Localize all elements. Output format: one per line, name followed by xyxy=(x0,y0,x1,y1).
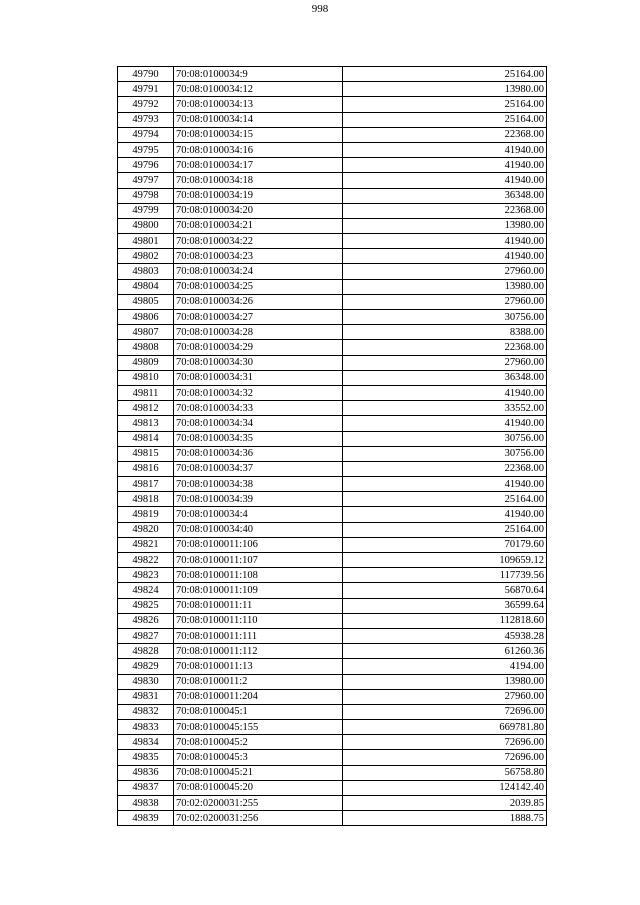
table-row xyxy=(118,279,547,294)
value-cell: 36599.64 xyxy=(343,598,547,613)
row-number-cell: 49803 xyxy=(118,264,174,279)
table-row xyxy=(118,218,547,233)
table-row xyxy=(118,780,547,795)
page-number: 998 xyxy=(311,3,329,15)
table-row xyxy=(118,82,547,97)
cadastral-number-cell: 70:08:0100034:35 xyxy=(174,431,343,446)
cadastral-number-cell: 70:08:0100034:9 xyxy=(174,67,343,82)
cadastral-number-cell: 70:08:0100011:112 xyxy=(174,644,343,659)
row-number-cell: 49791 xyxy=(118,82,174,97)
value-cell: 22368.00 xyxy=(343,203,547,218)
table-row xyxy=(118,112,547,127)
cadastral-number-cell: 70:08:0100011:109 xyxy=(174,583,343,598)
cadastral-number-cell: 70:08:0100034:14 xyxy=(174,112,343,127)
table-row xyxy=(118,674,547,689)
cadastral-number-cell: 70:02:0200031:255 xyxy=(174,796,343,811)
table-row xyxy=(118,234,547,249)
table-row xyxy=(118,765,547,780)
row-number-cell: 49818 xyxy=(118,492,174,507)
table-row xyxy=(118,340,547,355)
table-row xyxy=(118,203,547,218)
row-number-cell: 49822 xyxy=(118,553,174,568)
cadastral-number-cell: 70:08:0100034:33 xyxy=(174,401,343,416)
value-cell: 25164.00 xyxy=(343,97,547,112)
cadastral-number-cell: 70:08:0100034:36 xyxy=(174,446,343,461)
table-row xyxy=(118,811,547,826)
table-row xyxy=(118,750,547,765)
cadastral-number-cell: 70:08:0100011:2 xyxy=(174,674,343,689)
value-cell: 27960.00 xyxy=(343,355,547,370)
value-cell: 27960.00 xyxy=(343,264,547,279)
value-cell: 2039.85 xyxy=(343,796,547,811)
registry-table-body xyxy=(118,67,547,826)
value-cell: 72696.00 xyxy=(343,750,547,765)
value-cell: 27960.00 xyxy=(343,689,547,704)
table-row xyxy=(118,97,547,112)
value-cell: 112818.60 xyxy=(343,613,547,628)
table-row xyxy=(118,477,547,492)
row-number-cell: 49812 xyxy=(118,401,174,416)
row-number-cell: 49815 xyxy=(118,446,174,461)
value-cell: 22368.00 xyxy=(343,340,547,355)
cadastral-number-cell: 70:08:0100034:26 xyxy=(174,294,343,309)
cadastral-number-cell: 70:08:0100034:32 xyxy=(174,385,343,400)
value-cell: 30756.00 xyxy=(343,446,547,461)
table-row xyxy=(118,264,547,279)
cadastral-number-cell: 70:08:0100034:21 xyxy=(174,218,343,233)
cadastral-number-cell: 70:08:0100034:19 xyxy=(174,188,343,203)
value-cell: 41940.00 xyxy=(343,173,547,188)
row-number-cell: 49829 xyxy=(118,659,174,674)
table-row xyxy=(118,553,547,568)
table-row xyxy=(118,613,547,628)
table-row xyxy=(118,67,547,82)
row-number-cell: 49808 xyxy=(118,340,174,355)
row-number-cell: 49813 xyxy=(118,416,174,431)
value-cell: 1888.75 xyxy=(343,811,547,826)
cadastral-number-cell: 70:08:0100034:13 xyxy=(174,97,343,112)
row-number-cell: 49826 xyxy=(118,613,174,628)
table-row xyxy=(118,325,547,340)
value-cell: 124142.40 xyxy=(343,780,547,795)
cadastral-number-cell: 70:08:0100045:21 xyxy=(174,765,343,780)
cadastral-number-cell: 70:08:0100011:106 xyxy=(174,537,343,552)
row-number-cell: 49801 xyxy=(118,234,174,249)
row-number-cell: 49821 xyxy=(118,537,174,552)
row-number-cell: 49837 xyxy=(118,780,174,795)
cadastral-number-cell: 70:08:0100034:25 xyxy=(174,279,343,294)
table-row xyxy=(118,401,547,416)
row-number-cell: 49834 xyxy=(118,735,174,750)
value-cell: 72696.00 xyxy=(343,704,547,719)
row-number-cell: 49814 xyxy=(118,431,174,446)
value-cell: 13980.00 xyxy=(343,82,547,97)
cadastral-number-cell: 70:08:0100034:28 xyxy=(174,325,343,340)
value-cell: 22368.00 xyxy=(343,461,547,476)
row-number-cell: 49796 xyxy=(118,158,174,173)
table-row xyxy=(118,127,547,142)
cadastral-number-cell: 70:08:0100034:12 xyxy=(174,82,343,97)
cadastral-number-cell: 70:08:0100034:27 xyxy=(174,310,343,325)
value-cell: 56758.80 xyxy=(343,765,547,780)
value-cell: 41940.00 xyxy=(343,234,547,249)
row-number-cell: 49793 xyxy=(118,112,174,127)
row-number-cell: 49836 xyxy=(118,765,174,780)
row-number-cell: 49830 xyxy=(118,674,174,689)
table-row xyxy=(118,370,547,385)
value-cell: 109659.12 xyxy=(343,553,547,568)
value-cell: 36348.00 xyxy=(343,370,547,385)
value-cell: 25164.00 xyxy=(343,522,547,537)
table-row xyxy=(118,310,547,325)
row-number-cell: 49798 xyxy=(118,188,174,203)
value-cell: 45938.28 xyxy=(343,628,547,643)
value-cell: 13980.00 xyxy=(343,218,547,233)
cadastral-number-cell: 70:08:0100034:24 xyxy=(174,264,343,279)
table-row xyxy=(118,659,547,674)
value-cell: 117739.56 xyxy=(343,568,547,583)
table-row xyxy=(118,158,547,173)
cadastral-number-cell: 70:08:0100034:30 xyxy=(174,355,343,370)
cadastral-number-cell: 70:08:0100011:107 xyxy=(174,553,343,568)
row-number-cell: 49790 xyxy=(118,67,174,82)
table-row xyxy=(118,249,547,264)
table-row xyxy=(118,446,547,461)
cadastral-number-cell: 70:08:0100011:111 xyxy=(174,628,343,643)
table-row xyxy=(118,537,547,552)
cadastral-number-cell: 70:08:0100034:16 xyxy=(174,142,343,157)
value-cell: 669781.80 xyxy=(343,720,547,735)
value-cell: 72696.00 xyxy=(343,735,547,750)
table-row xyxy=(118,522,547,537)
row-number-cell: 49809 xyxy=(118,355,174,370)
table-row xyxy=(118,598,547,613)
value-cell: 8388.00 xyxy=(343,325,547,340)
row-number-cell: 49835 xyxy=(118,750,174,765)
row-number-cell: 49828 xyxy=(118,644,174,659)
cadastral-number-cell: 70:08:0100034:4 xyxy=(174,507,343,522)
value-cell: 61260.36 xyxy=(343,644,547,659)
value-cell: 4194.00 xyxy=(343,659,547,674)
table-row xyxy=(118,583,547,598)
value-cell: 25164.00 xyxy=(343,492,547,507)
table-row xyxy=(118,461,547,476)
table-row xyxy=(118,507,547,522)
cadastral-number-cell: 70:08:0100034:39 xyxy=(174,492,343,507)
cadastral-number-cell: 70:08:0100045:2 xyxy=(174,735,343,750)
value-cell: 30756.00 xyxy=(343,310,547,325)
value-cell: 56870.64 xyxy=(343,583,547,598)
cadastral-number-cell: 70:08:0100034:15 xyxy=(174,127,343,142)
cadastral-number-cell: 70:02:0200031:256 xyxy=(174,811,343,826)
cadastral-number-cell: 70:08:0100011:110 xyxy=(174,613,343,628)
row-number-cell: 49833 xyxy=(118,720,174,735)
row-number-cell: 49802 xyxy=(118,249,174,264)
row-number-cell: 49797 xyxy=(118,173,174,188)
cadastral-number-cell: 70:08:0100034:18 xyxy=(174,173,343,188)
row-number-cell: 49838 xyxy=(118,796,174,811)
row-number-cell: 49817 xyxy=(118,477,174,492)
row-number-cell: 49820 xyxy=(118,522,174,537)
cadastral-number-cell: 70:08:0100045:3 xyxy=(174,750,343,765)
table-row xyxy=(118,431,547,446)
row-number-cell: 49807 xyxy=(118,325,174,340)
row-number-cell: 49792 xyxy=(118,97,174,112)
cadastral-number-cell: 70:08:0100034:23 xyxy=(174,249,343,264)
row-number-cell: 49839 xyxy=(118,811,174,826)
row-number-cell: 49831 xyxy=(118,689,174,704)
value-cell: 41940.00 xyxy=(343,158,547,173)
value-cell: 41940.00 xyxy=(343,385,547,400)
cadastral-number-cell: 70:08:0100034:31 xyxy=(174,370,343,385)
value-cell: 70179.60 xyxy=(343,537,547,552)
row-number-cell: 49816 xyxy=(118,461,174,476)
value-cell: 41940.00 xyxy=(343,416,547,431)
cadastral-number-cell: 70:08:0100011:13 xyxy=(174,659,343,674)
cadastral-number-cell: 70:08:0100034:34 xyxy=(174,416,343,431)
table-row xyxy=(118,385,547,400)
value-cell: 27960.00 xyxy=(343,294,547,309)
row-number-cell: 49799 xyxy=(118,203,174,218)
table-row xyxy=(118,689,547,704)
cadastral-number-cell: 70:08:0100011:204 xyxy=(174,689,343,704)
table-row xyxy=(118,720,547,735)
table-row xyxy=(118,796,547,811)
cadastral-number-cell: 70:08:0100045:20 xyxy=(174,780,343,795)
cadastral-number-cell: 70:08:0100011:11 xyxy=(174,598,343,613)
cadastral-number-cell: 70:08:0100034:29 xyxy=(174,340,343,355)
row-number-cell: 49795 xyxy=(118,142,174,157)
table-row xyxy=(118,735,547,750)
table-row xyxy=(118,173,547,188)
row-number-cell: 49827 xyxy=(118,628,174,643)
value-cell: 25164.00 xyxy=(343,112,547,127)
cadastral-number-cell: 70:08:0100034:38 xyxy=(174,477,343,492)
table-row xyxy=(118,142,547,157)
value-cell: 41940.00 xyxy=(343,477,547,492)
table-row xyxy=(118,644,547,659)
table-row xyxy=(118,628,547,643)
table-row xyxy=(118,294,547,309)
cadastral-number-cell: 70:08:0100034:22 xyxy=(174,234,343,249)
row-number-cell: 49825 xyxy=(118,598,174,613)
row-number-cell: 49819 xyxy=(118,507,174,522)
value-cell: 36348.00 xyxy=(343,188,547,203)
value-cell: 25164.00 xyxy=(343,67,547,82)
row-number-cell: 49800 xyxy=(118,218,174,233)
cadastral-number-cell: 70:08:0100045:1 xyxy=(174,704,343,719)
table-row xyxy=(118,188,547,203)
table-row xyxy=(118,704,547,719)
row-number-cell: 49805 xyxy=(118,294,174,309)
cadastral-number-cell: 70:08:0100034:37 xyxy=(174,461,343,476)
value-cell: 13980.00 xyxy=(343,674,547,689)
cadastral-number-cell: 70:08:0100011:108 xyxy=(174,568,343,583)
table-row xyxy=(118,355,547,370)
table-row xyxy=(118,416,547,431)
row-number-cell: 49810 xyxy=(118,370,174,385)
row-number-cell: 49832 xyxy=(118,704,174,719)
row-number-cell: 49804 xyxy=(118,279,174,294)
row-number-cell: 49824 xyxy=(118,583,174,598)
value-cell: 33552.00 xyxy=(343,401,547,416)
row-number-cell: 49806 xyxy=(118,310,174,325)
table-row xyxy=(118,568,547,583)
cadastral-number-cell: 70:08:0100034:17 xyxy=(174,158,343,173)
row-number-cell: 49823 xyxy=(118,568,174,583)
value-cell: 13980.00 xyxy=(343,279,547,294)
value-cell: 22368.00 xyxy=(343,127,547,142)
row-number-cell: 49794 xyxy=(118,127,174,142)
value-cell: 41940.00 xyxy=(343,249,547,264)
value-cell: 41940.00 xyxy=(343,507,547,522)
cadastral-number-cell: 70:08:0100034:40 xyxy=(174,522,343,537)
value-cell: 30756.00 xyxy=(343,431,547,446)
cadastral-number-cell: 70:08:0100045:155 xyxy=(174,720,343,735)
row-number-cell: 49811 xyxy=(118,385,174,400)
table-row xyxy=(118,492,547,507)
registry-table xyxy=(117,66,547,826)
value-cell: 41940.00 xyxy=(343,142,547,157)
cadastral-number-cell: 70:08:0100034:20 xyxy=(174,203,343,218)
